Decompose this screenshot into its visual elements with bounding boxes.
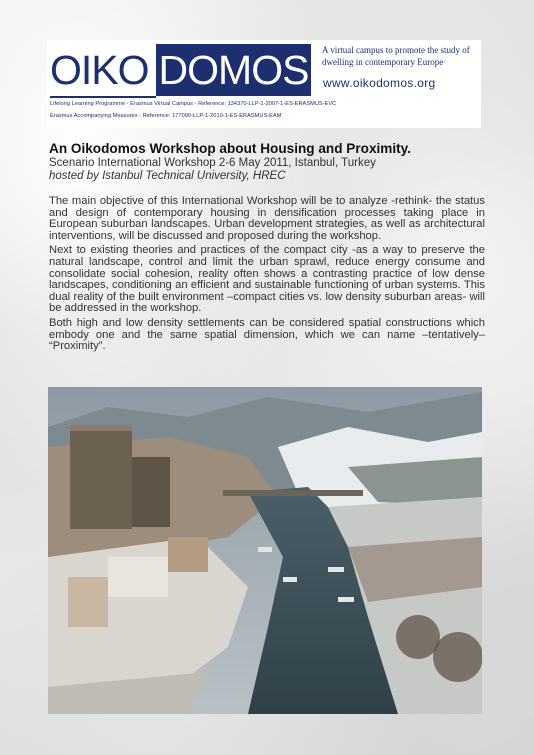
paragraph-objective: The main objective of this International Workshop will be to analyze -rethink- the status and design of contemporary housing in densification processes taking place in European suburban landscapes. Urban development strategies, as well as architectural interventions, will be discussed and proposed during the workshop.	[49, 195, 485, 242]
logo-text-domos: DOMOS	[156, 44, 311, 96]
photo-illustration	[48, 387, 482, 714]
reference-line-1: Lifelong Learning Programme - Erasmus Virtual Campus - Reference: 134370-LLP-1-2007-1-ES-ERASMUS-EVC	[50, 101, 337, 107]
website-link[interactable]: www.oikodomos.org	[323, 76, 436, 90]
istanbul-aerial-photo	[48, 387, 482, 714]
tagline: A virtual campus to promote the study of dwelling in contemporary Europe	[322, 45, 470, 67]
article-subtitle: Scenario International Workshop 2-6 May 2011, Istanbul, Turkey	[49, 157, 376, 169]
article-title: An Oikodomos Workshop about Housing and Proximity.	[49, 141, 412, 156]
article	[49, 140, 485, 356]
article-host: hosted by Istanbul Technical University, HREC	[49, 170, 286, 182]
paragraph-compact-city: Next to existing theories and practices of the compact city -as a way to preserve the natural landscape, control and limit the urban sprawl, reduce energy consume and consolidate social cohesion, reality often shows a contrasting practice of low dense landscapes, conditioning an efficient and sustainable functioning of urban systems. This dual reality of the built environment –compact cities vs. low density suburban areas- will be addressed in the workshop.	[49, 244, 485, 315]
logo-underline	[50, 96, 156, 98]
article-body	[49, 196, 485, 353]
paragraph-proximity: Both high and low density settlements can be considered spatial constructions which embody one and the same spatial dimension, which we can name –tentatively– “Proximity”.	[49, 316, 485, 353]
reference-line-2: Erasmus Accompanying Measures - Reference: 177090-LLP-1-2010-1-ES-ERASMUS-EAM	[50, 113, 282, 119]
header-banner	[47, 40, 481, 128]
logo-text-oiko: OIKO	[50, 47, 149, 93]
oikodomos-logo	[47, 42, 311, 98]
